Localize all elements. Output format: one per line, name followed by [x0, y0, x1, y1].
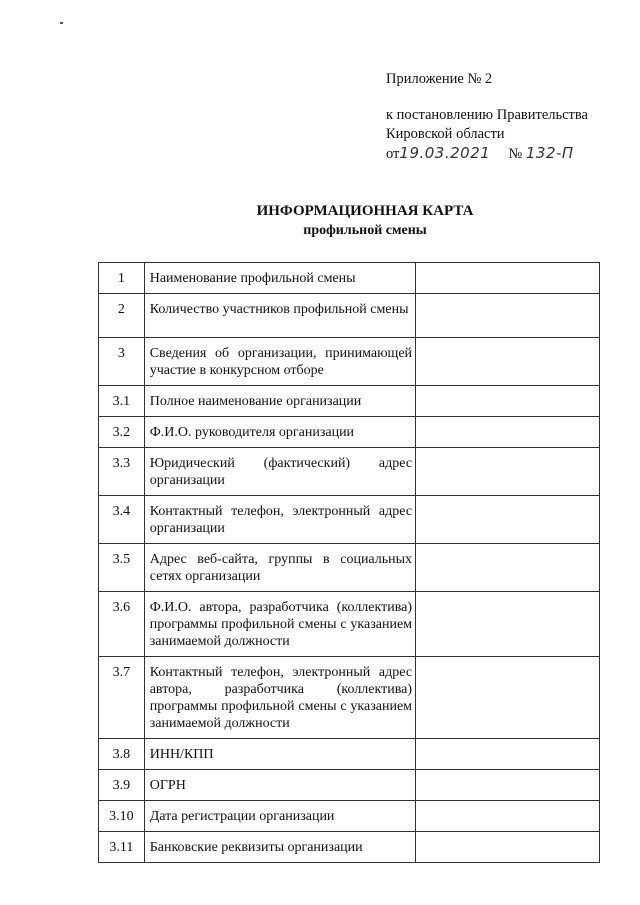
handwritten-date: 19.03.2021 [399, 144, 491, 162]
info-card-table [98, 262, 600, 863]
appendix-block [386, 70, 588, 164]
row-number: 3.5 [99, 544, 145, 592]
row-value-cell[interactable] [416, 294, 600, 338]
table-row [99, 386, 600, 417]
row-value-cell[interactable] [416, 801, 600, 832]
table-row [99, 338, 600, 386]
date-prefix: от [386, 146, 400, 162]
row-label: Ф.И.О. автора, разработчика (коллектива) программы профильной смены с указанием занимаемой должности [144, 592, 415, 657]
handwritten-number: 132-П [525, 144, 574, 162]
table-row [99, 294, 600, 338]
row-value-cell[interactable] [416, 592, 600, 657]
row-value-cell[interactable] [416, 338, 600, 386]
row-label: Банковские реквизиты организации [144, 832, 415, 863]
scan-speck [60, 22, 63, 24]
row-number: 3.11 [99, 832, 145, 863]
row-label: ОГРН [144, 770, 415, 801]
appendix-date-line [386, 144, 588, 164]
row-number: 3 [99, 338, 145, 386]
appendix-line-2: Кировской области [386, 126, 505, 142]
row-label: ИНН/КПП [144, 739, 415, 770]
row-label: Наименование профильной смены [144, 263, 415, 294]
row-label: Контактный телефон, электронный адрес автора, разработчика (коллектива) программы профильной смены с указанием занимаемой должности [144, 657, 415, 739]
table-row [99, 496, 600, 544]
row-value-cell[interactable] [416, 657, 600, 739]
row-number: 3.7 [99, 657, 145, 739]
row-number: 3.2 [99, 417, 145, 448]
row-label: Контактный телефон, электронный адрес организации [144, 496, 415, 544]
table-row [99, 657, 600, 739]
row-value-cell[interactable] [416, 832, 600, 863]
row-value-cell[interactable] [416, 448, 600, 496]
heading-block [0, 202, 640, 240]
table-row [99, 770, 600, 801]
table-row [99, 832, 600, 863]
table-row [99, 739, 600, 770]
row-label: Юридический (фактический) адрес организации [144, 448, 415, 496]
row-number: 3.10 [99, 801, 145, 832]
row-label: Полное наименование организации [144, 386, 415, 417]
table-row [99, 417, 600, 448]
page-title: ИНФОРМАЦИОННАЯ КАРТА [256, 203, 474, 219]
row-label: Адрес веб-сайта, группы в социальных сетях организации [144, 544, 415, 592]
number-prefix: № [508, 146, 523, 162]
row-number: 3.4 [99, 496, 145, 544]
row-label: Количество участников профильной смены [144, 294, 415, 338]
row-value-cell[interactable] [416, 496, 600, 544]
row-number: 3.1 [99, 386, 145, 417]
appendix-title: Приложение № 2 [386, 71, 493, 87]
row-label: Ф.И.О. руководителя организации [144, 417, 415, 448]
row-value-cell[interactable] [416, 544, 600, 592]
row-number: 3.3 [99, 448, 145, 496]
row-value-cell[interactable] [416, 386, 600, 417]
row-value-cell[interactable] [416, 417, 600, 448]
table-row [99, 448, 600, 496]
row-label: Дата регистрации организации [144, 801, 415, 832]
page-subtitle: профильной смены [303, 223, 427, 238]
row-number: 3.8 [99, 739, 145, 770]
table-row [99, 801, 600, 832]
row-value-cell[interactable] [416, 739, 600, 770]
row-number: 3.6 [99, 592, 145, 657]
row-number: 1 [99, 263, 145, 294]
row-number: 2 [99, 294, 145, 338]
row-number: 3.9 [99, 770, 145, 801]
row-value-cell[interactable] [416, 263, 600, 294]
appendix-line-1: к постановлению Правительства [386, 107, 588, 123]
table-row [99, 592, 600, 657]
table-row [99, 544, 600, 592]
table-row [99, 263, 600, 294]
row-label: Сведения об организации, принимающей участие в конкурсном отборе [144, 338, 415, 386]
row-value-cell[interactable] [416, 770, 600, 801]
